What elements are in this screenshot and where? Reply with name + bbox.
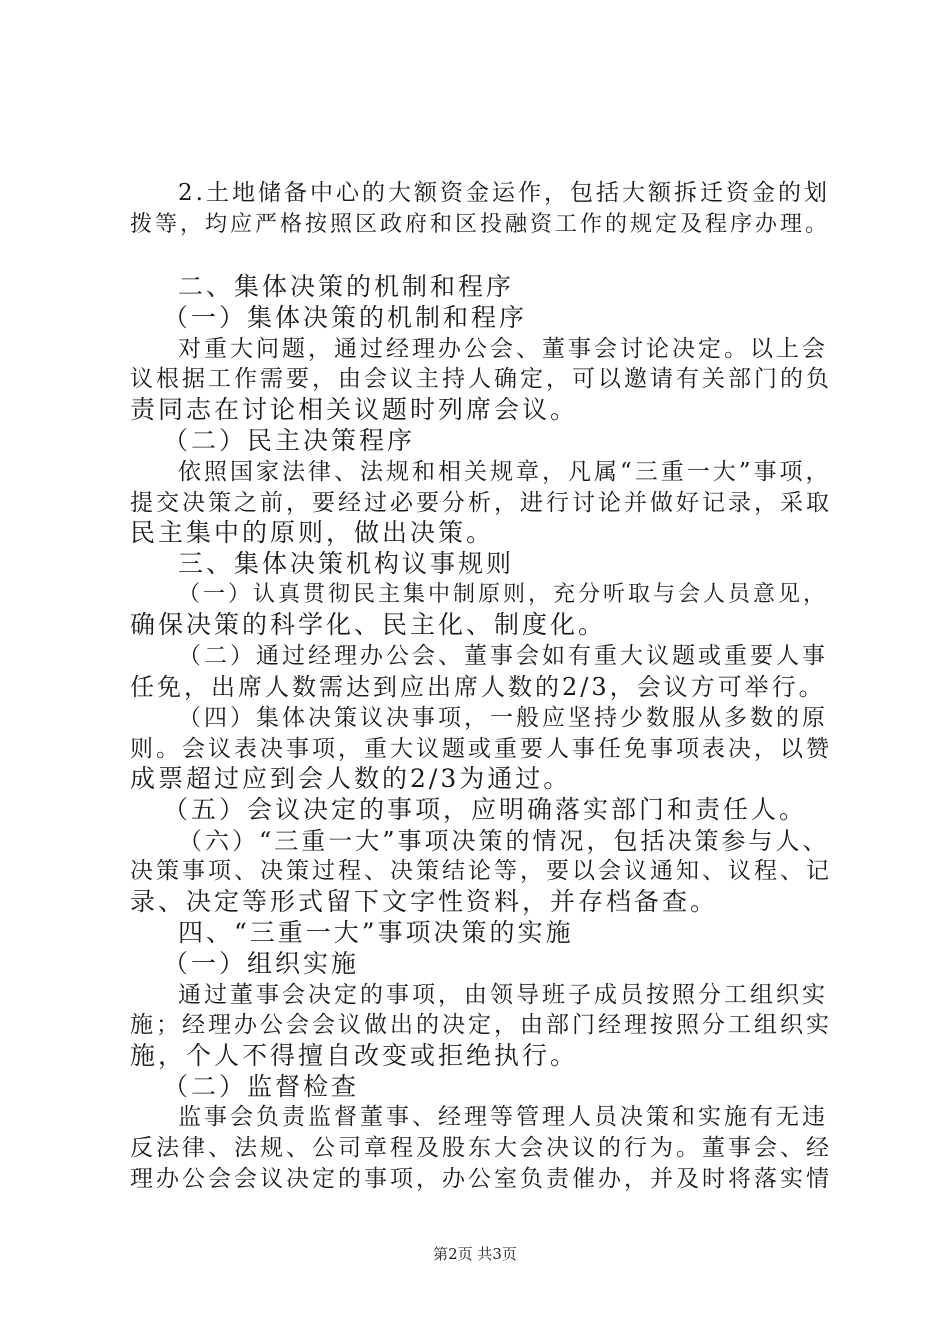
text-line: 反法律、法规、公司章程及股东大会决议的行为。董事会、经 [130,1135,832,1161]
text-line: 成票超过应到会人数的2/3为通过。 [130,764,572,793]
section-heading: 四、“三重一大”事项决策的实施 [178,918,574,947]
subsection-heading: （一）组织实施 [163,949,360,978]
text-line: 决策事项、决策过程、决策结论等，要以会议通知、议程、记 [130,858,832,884]
section-heading: 二、集体决策的机制和程序 [178,272,515,301]
section-heading: 三、集体决策机构议事规则 [178,549,515,578]
subsection-heading: （二）监督检查 [163,1072,360,1101]
text-line: 提交决策之前，要经过必要分析，进行讨论并做好记录，采取 [130,490,832,516]
page-footer: 第2页 共3页 [433,1245,517,1263]
text-line: （一）认真贯彻民主集中制原则，充分听取与会人员意见， [178,582,829,607]
text-line: 拨等，均应严格按照区政府和区投融资工作的规定及程序办理。 [130,212,831,237]
text-line: 对重大问题，通过经理办公会、董事会讨论决定。以上会 [178,336,828,362]
text-line: 施，个人不得擅自改变或拒绝执行。 [130,1041,579,1070]
text-line: 则。会议表决事项，重大议题或重要人事任免事项表决，以赞 [130,736,832,762]
text-line: 责同志在讨论相关议题时列席会议。 [130,395,579,424]
text-line: 依照国家法律、法规和相关规章，凡属“三重一大”事项， [178,459,832,485]
text-line: 民主集中的原则，做出决策。 [130,518,495,547]
text-line: 录、决定等形式留下文字性资料，并存档备查。 [130,887,719,916]
text-line: （二）通过经理办公会、董事会如有重大议题或重要人事 [178,643,828,669]
text-line: 确保决策的科学化、民主化、制度化。 [130,610,607,639]
text-line: 通过董事会决定的事项，由领导班子成员按照分工组织实 [178,982,828,1008]
text-line: 理办公会会议决定的事项，办公室负责催办，并及时将落实情 [130,1166,832,1192]
text-line: 2.土地储备中心的大额资金运作，包括大额拆迁资金的划 [178,180,830,206]
text-line: （四）集体决策议决事项，一般应坚持少数服从多数的原 [178,705,828,731]
text-line: （五）会议决定的事项，应明确落实部门和责任人。 [163,795,808,824]
text-line: （六）“三重一大”事项决策的情况，包括决策参与人、 [178,827,830,855]
text-line: 施；经理办公会会议做出的决定，由部门经理按照分工组织实 [130,1012,832,1038]
text-line: 监事会负责监督董事、经理等管理人员决策和实施有无违 [178,1104,828,1130]
text-line: 议根据工作需要，由会议主持人确定，可以邀请有关部门的负 [130,366,832,392]
subsection-heading: （一）集体决策的机制和程序 [163,303,528,332]
text-line: 任免，出席人数需达到应出席人数的2/3，会议方可举行。 [130,673,826,701]
subsection-heading: （二）民主决策程序 [163,426,416,455]
